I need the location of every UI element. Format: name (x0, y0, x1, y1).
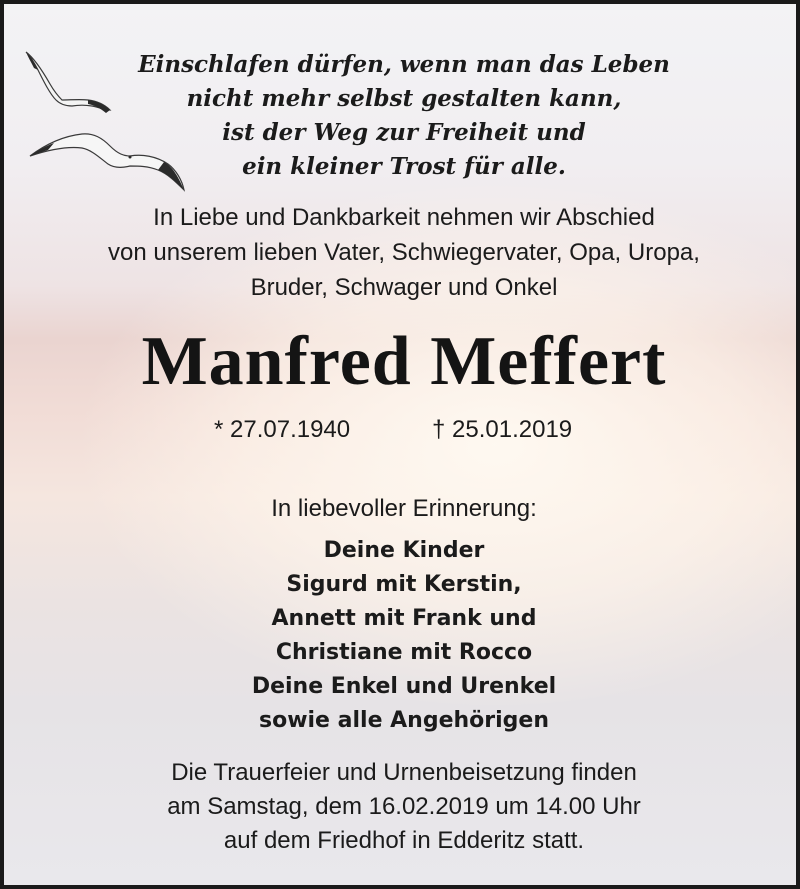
service-info (4, 756, 800, 858)
family-line: Christiane mit Rocco (275, 640, 533, 665)
verse-quote (4, 48, 800, 184)
verse-line: ein kleiner Trost für alle. (242, 153, 566, 180)
service-line: auf dem Friedhof in Edderitz statt. (223, 827, 585, 854)
memory-heading (4, 492, 800, 526)
verse-line: nicht mehr selbst gestalten kann, (186, 85, 622, 112)
intro-line: von unserem lieben Vater, Schwiegervater, Opa, Uropa, (108, 239, 700, 266)
family-line: Annett mit Frank und (271, 606, 537, 631)
verse-line: ist der Weg zur Freiheit und (222, 119, 586, 146)
intro-line: Bruder, Schwager und Onkel (250, 274, 558, 301)
birth-date: * 27.07.1940 (214, 416, 351, 443)
verse-line: Einschlafen dürfen, wenn man das Leben (138, 51, 670, 78)
farewell-intro (4, 200, 800, 305)
service-line: Die Trauerfeier und Urnenbeisetzung finden (171, 759, 637, 786)
family-line: Sigurd mit Kerstin, (286, 572, 522, 597)
family-line: Deine Enkel und Urenkel (251, 674, 557, 699)
death-date: † 25.01.2019 (432, 416, 573, 443)
intro-line: In Liebe und Dankbarkeit nehmen wir Abschied (153, 204, 655, 231)
family-line: sowie alle Angehörigen (258, 708, 550, 733)
family-line: Deine Kinder (323, 538, 485, 563)
deceased-name: Manfred Meffert (141, 323, 667, 400)
memory-heading-text: In liebevoller Erinnerung: (271, 495, 537, 522)
service-line: am Samstag, dem 16.02.2019 um 14.00 Uhr (167, 793, 641, 820)
family-list (4, 534, 800, 738)
